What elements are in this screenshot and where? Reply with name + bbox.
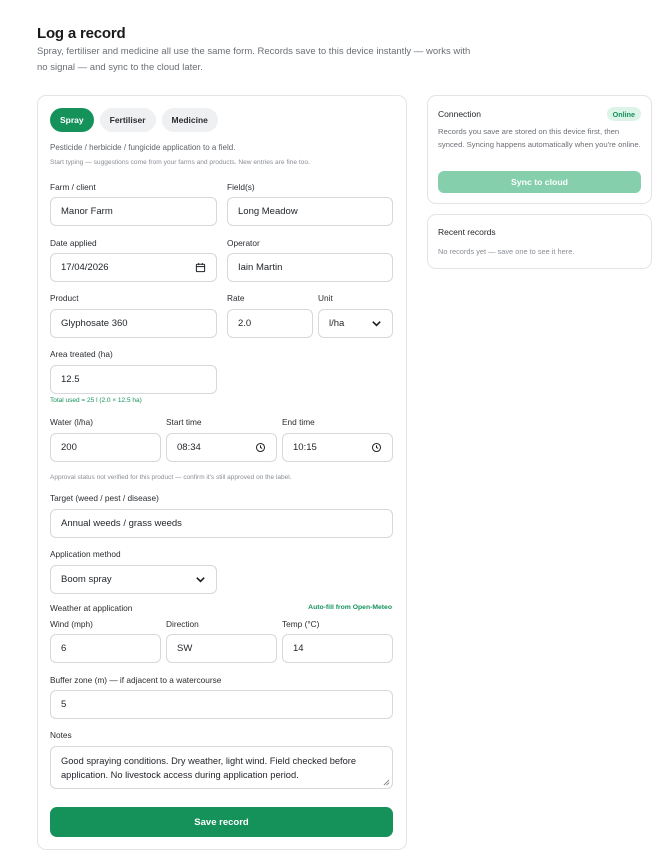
farm-input[interactable] (50, 197, 217, 226)
record-type-tabs (50, 108, 218, 132)
recent-records-empty: No records yet — save one to see it here. (438, 247, 575, 256)
farm-value: Manor Farm (61, 206, 113, 217)
resize-handle-icon[interactable] (383, 779, 390, 786)
target-value: Annual weeds / grass weeds (61, 518, 182, 529)
approval-note: Approval status not verified for this product — confirm it's still approved on the label. (50, 474, 292, 481)
operator-label: Operator (227, 238, 260, 248)
connection-description: Records you save are stored on this device first, then synced. Syncing happens automatically when you're online. (438, 127, 641, 149)
unit-label: Unit (318, 293, 333, 303)
rate-value: 2.0 (238, 318, 252, 329)
unit-value: l/ha (329, 318, 345, 329)
operator-input[interactable] (227, 253, 393, 282)
notes-value: Good spraying conditions. Dry weather, light wind. Field checked before application. No livestock access during application period. (61, 756, 357, 780)
fields-value: Long Meadow (238, 206, 298, 217)
page-subtitle: Spray, fertiliser and medicine all use the same form. Records save to this device instantly — works with no signal — and sync to the cloud later. (37, 46, 471, 73)
target-label: Target (weed / pest / disease) (50, 493, 159, 503)
farm-label: Farm / client (50, 182, 96, 192)
form-hint-small: Start typing — suggestions come from your farms and products. New entries are fine too. (50, 159, 310, 166)
area-input[interactable] (50, 365, 217, 394)
start-time-input[interactable] (166, 433, 277, 462)
form-hint: Pesticide / herbicide / fungicide application to a field. (50, 143, 236, 152)
buffer-label: Buffer zone (m) — if adjacent to a watercourse (50, 675, 222, 685)
tab-medicine[interactable]: Medicine (162, 108, 218, 132)
rate-label: Rate (227, 293, 245, 303)
unit-select[interactable] (318, 309, 393, 338)
target-input[interactable] (50, 509, 393, 538)
product-input[interactable] (50, 309, 217, 338)
wind-label: Wind (mph) (50, 619, 93, 629)
notes-textarea[interactable] (50, 746, 393, 789)
record-form-card (37, 95, 407, 850)
chevron-down-icon (195, 574, 206, 585)
clock-icon[interactable] (371, 442, 382, 453)
wind-value: 6 (61, 643, 67, 654)
weather-label: Weather at application (50, 603, 133, 613)
end-time-label: End time (282, 417, 315, 427)
connection-title: Connection (438, 109, 482, 119)
status-badge: Online (607, 107, 641, 121)
date-value: 17/04/2026 (61, 262, 109, 273)
method-value: Boom spray (61, 574, 112, 585)
end-time-value: 10:15 (293, 442, 317, 453)
direction-input[interactable] (166, 634, 277, 663)
water-input[interactable] (50, 433, 161, 462)
fields-label: Field(s) (227, 182, 255, 192)
autofill-weather-link[interactable]: Auto-fill from Open-Meteo (308, 604, 392, 611)
clock-icon[interactable] (255, 442, 266, 453)
end-time-input[interactable] (282, 433, 393, 462)
area-label: Area treated (ha) (50, 349, 113, 359)
temp-value: 14 (293, 643, 304, 654)
tab-fertiliser[interactable]: Fertiliser (100, 108, 156, 132)
recent-records-card (427, 214, 652, 269)
temp-input[interactable] (282, 634, 393, 663)
operator-value: Iain Martin (238, 262, 283, 273)
water-value: 200 (61, 442, 77, 453)
water-label: Water (l/ha) (50, 417, 94, 427)
start-time-label: Start time (166, 417, 202, 427)
buffer-input[interactable] (50, 690, 393, 719)
area-value: 12.5 (61, 374, 80, 385)
date-label: Date applied (50, 238, 97, 248)
recent-records-title: Recent records (438, 227, 496, 237)
page-title: Log a record (37, 25, 126, 42)
connection-card (427, 95, 652, 204)
rate-input[interactable] (227, 309, 313, 338)
buffer-value: 5 (61, 699, 67, 710)
product-label: Product (50, 293, 79, 303)
product-value: Glyphosate 360 (61, 318, 128, 329)
temp-label: Temp (°C) (282, 619, 320, 629)
chevron-down-icon (371, 318, 382, 329)
calendar-icon[interactable] (195, 262, 206, 273)
total-used-note: Total used = 25 l (2.0 × 12.5 ha) (50, 397, 142, 404)
start-time-value: 08:34 (177, 442, 201, 453)
save-record-button[interactable]: Save record (50, 807, 393, 837)
direction-value: SW (177, 643, 193, 654)
date-input[interactable] (50, 253, 217, 282)
method-label: Application method (50, 549, 121, 559)
fields-input[interactable] (227, 197, 393, 226)
tab-spray[interactable]: Spray (50, 108, 94, 132)
sync-button[interactable]: Sync to cloud (438, 171, 641, 193)
notes-label: Notes (50, 730, 72, 740)
wind-input[interactable] (50, 634, 161, 663)
method-select[interactable] (50, 565, 217, 594)
direction-label: Direction (166, 619, 199, 629)
